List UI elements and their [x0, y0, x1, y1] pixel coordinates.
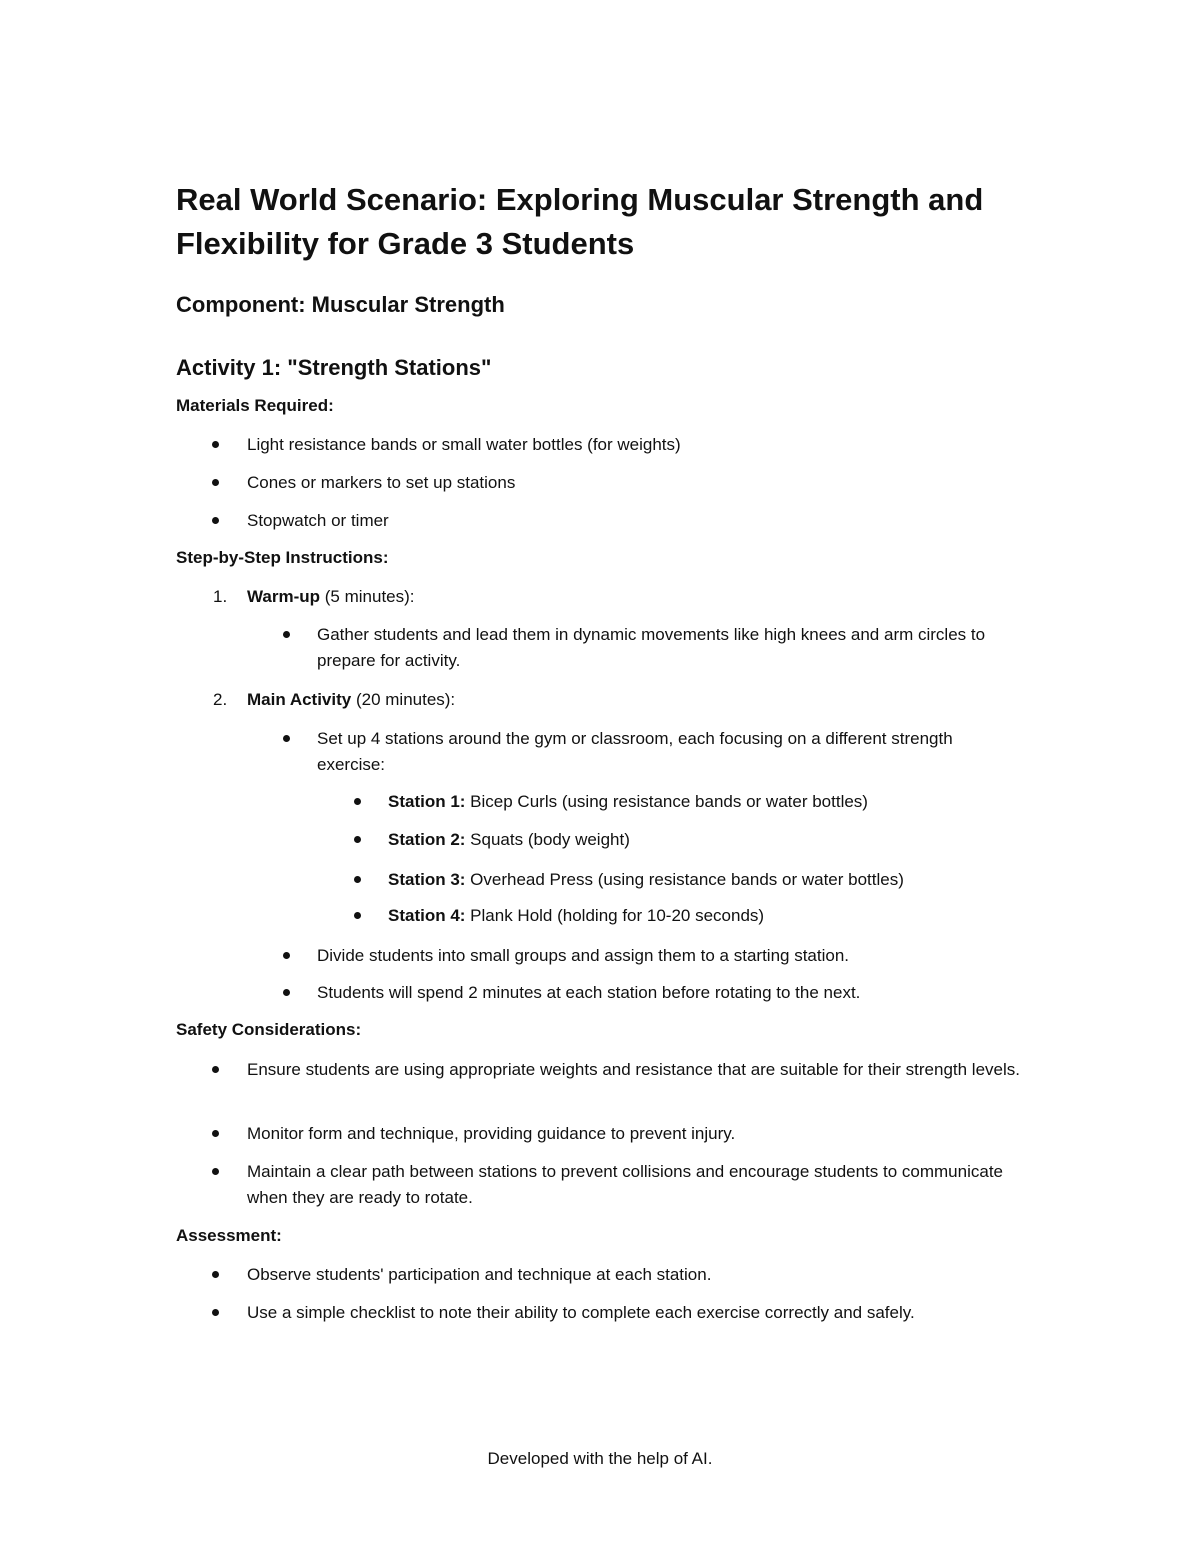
step-warmup [247, 584, 967, 610]
assessment-item: Observe students' participation and technique at each station. [247, 1265, 712, 1284]
materials-item: Light resistance bands or small water bottles (for weights) [247, 435, 681, 454]
assessment-label: Assessment: [176, 1226, 282, 1245]
document-title: Real World Scenario: Exploring Muscular Strength and Flexibility for Grade 3 Students [176, 182, 984, 261]
bullet-icon [212, 1130, 219, 1137]
bullet-icon [283, 735, 290, 742]
bullet-icon [212, 1168, 219, 1175]
bullet-icon [283, 989, 290, 996]
bullet-icon [212, 1066, 219, 1073]
main-divide-item: Divide students into small groups and assign them to a starting station. [317, 946, 850, 965]
station-text: Squats (body weight) [465, 830, 630, 849]
station-text: Overhead Press (using resistance bands or water bottles) [465, 870, 904, 889]
station-name: Station 2: [388, 830, 466, 849]
step-name: Warm-up [247, 587, 321, 606]
step-number: 1. [213, 587, 228, 606]
materials-item: Cones or markers to set up stations [247, 473, 516, 492]
bullet-icon [212, 479, 219, 486]
station-item [388, 789, 1108, 815]
main-setup-item: Set up 4 stations around the gym or classroom, each focusing on a different strength exercise: [317, 729, 953, 774]
station-item [388, 903, 1108, 929]
station-item [388, 867, 1108, 893]
page-footer: Developed with the help of AI. [487, 1449, 713, 1468]
station-text: Plank Hold (holding for 10-20 seconds) [465, 906, 765, 925]
step-name: Main Activity [247, 690, 352, 709]
steps-label: Step-by-Step Instructions: [176, 548, 389, 567]
bullet-icon [283, 631, 290, 638]
step-main [247, 687, 967, 713]
assessment-item: Use a simple checklist to note their ability to complete each exercise correctly and safely. [247, 1303, 915, 1322]
bullet-icon [212, 1309, 219, 1316]
safety-item: Ensure students are using appropriate weights and resistance that are suitable for their strength levels. [247, 1060, 1020, 1079]
safety-item: Monitor form and technique, providing guidance to prevent injury. [247, 1124, 736, 1143]
step-duration: (5 minutes): [320, 587, 415, 606]
bullet-icon [354, 876, 361, 883]
step-number: 2. [213, 690, 228, 709]
materials-item: Stopwatch or timer [247, 511, 389, 530]
bullet-icon [283, 952, 290, 959]
component-heading: Component: Muscular Strength [176, 292, 505, 317]
station-name: Station 1: [388, 792, 466, 811]
bullet-icon [212, 441, 219, 448]
bullet-icon [354, 912, 361, 919]
materials-label: Materials Required: [176, 396, 334, 415]
station-item [388, 827, 1108, 853]
station-text: Bicep Curls (using resistance bands or water bottles) [465, 792, 868, 811]
station-name: Station 3: [388, 870, 466, 889]
step-duration: (20 minutes): [351, 690, 456, 709]
safety-item: Maintain a clear path between stations to prevent collisions and encourage students to communicate when they are ready to rotate. [247, 1162, 1004, 1207]
warmup-item: Gather students and lead them in dynamic movements like high knees and arm circles to prepare for activity. [317, 625, 986, 670]
safety-label: Safety Considerations: [176, 1020, 362, 1039]
station-name: Station 4: [388, 906, 466, 925]
bullet-icon [354, 798, 361, 805]
main-rotate-item: Students will spend 2 minutes at each station before rotating to the next. [317, 983, 861, 1002]
activity-heading: Activity 1: "Strength Stations" [176, 355, 492, 380]
bullet-icon [354, 836, 361, 843]
bullet-icon [212, 517, 219, 524]
bullet-icon [212, 1271, 219, 1278]
